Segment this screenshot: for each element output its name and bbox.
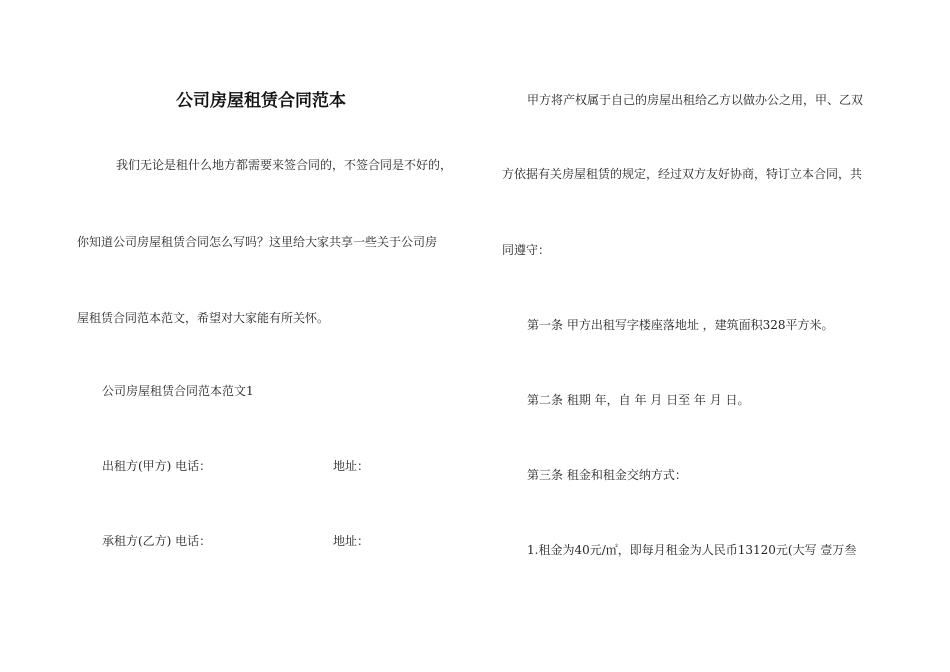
article-1: 第一条 甲方出租写字楼座落地址 ，建筑面积328平方米。	[527, 318, 834, 332]
intro-line-2: 你知道公司房屋租赁合同怎么写吗？这里给大家共享一些关于公司房	[77, 235, 438, 249]
article-3: 第三条 租金和租金交纳方式：	[527, 468, 687, 482]
document-title: 公司房屋租赁合同范本	[176, 91, 346, 111]
para1-line-3: 同遵守：	[502, 243, 551, 257]
sample-heading: 公司房屋租赁合同范本范文1	[102, 384, 254, 398]
intro-line-3: 屋租赁合同范本范文，希望对大家能有所关怀。	[77, 311, 330, 325]
intro-line-1: 我们无论是租什么地方都需要来签合同的，不签合同是不好的，	[116, 158, 453, 172]
article-3-item-1: 1.租金为40元/㎡，即每月租金为人民币13120元(大写 壹万叁	[527, 543, 857, 557]
para1-line-2: 方依据有关房屋租赁的规定，经过双方友好协商，特订立本合同，共	[502, 167, 863, 181]
lessee-phone-label: 承租方(乙方) 电话：	[102, 534, 212, 548]
article-2: 第二条 租期 年，自 年 月 日至 年 月 日。	[527, 393, 750, 407]
lessee-address-label: 地址：	[333, 534, 370, 548]
para1-line-1: 甲方将产权属于自己的房屋出租给乙方以做办公之用，甲、乙双	[527, 93, 864, 107]
lessor-address-label: 地址：	[333, 459, 370, 473]
lessor-phone-label: 出租方(甲方) 电话：	[102, 459, 212, 473]
